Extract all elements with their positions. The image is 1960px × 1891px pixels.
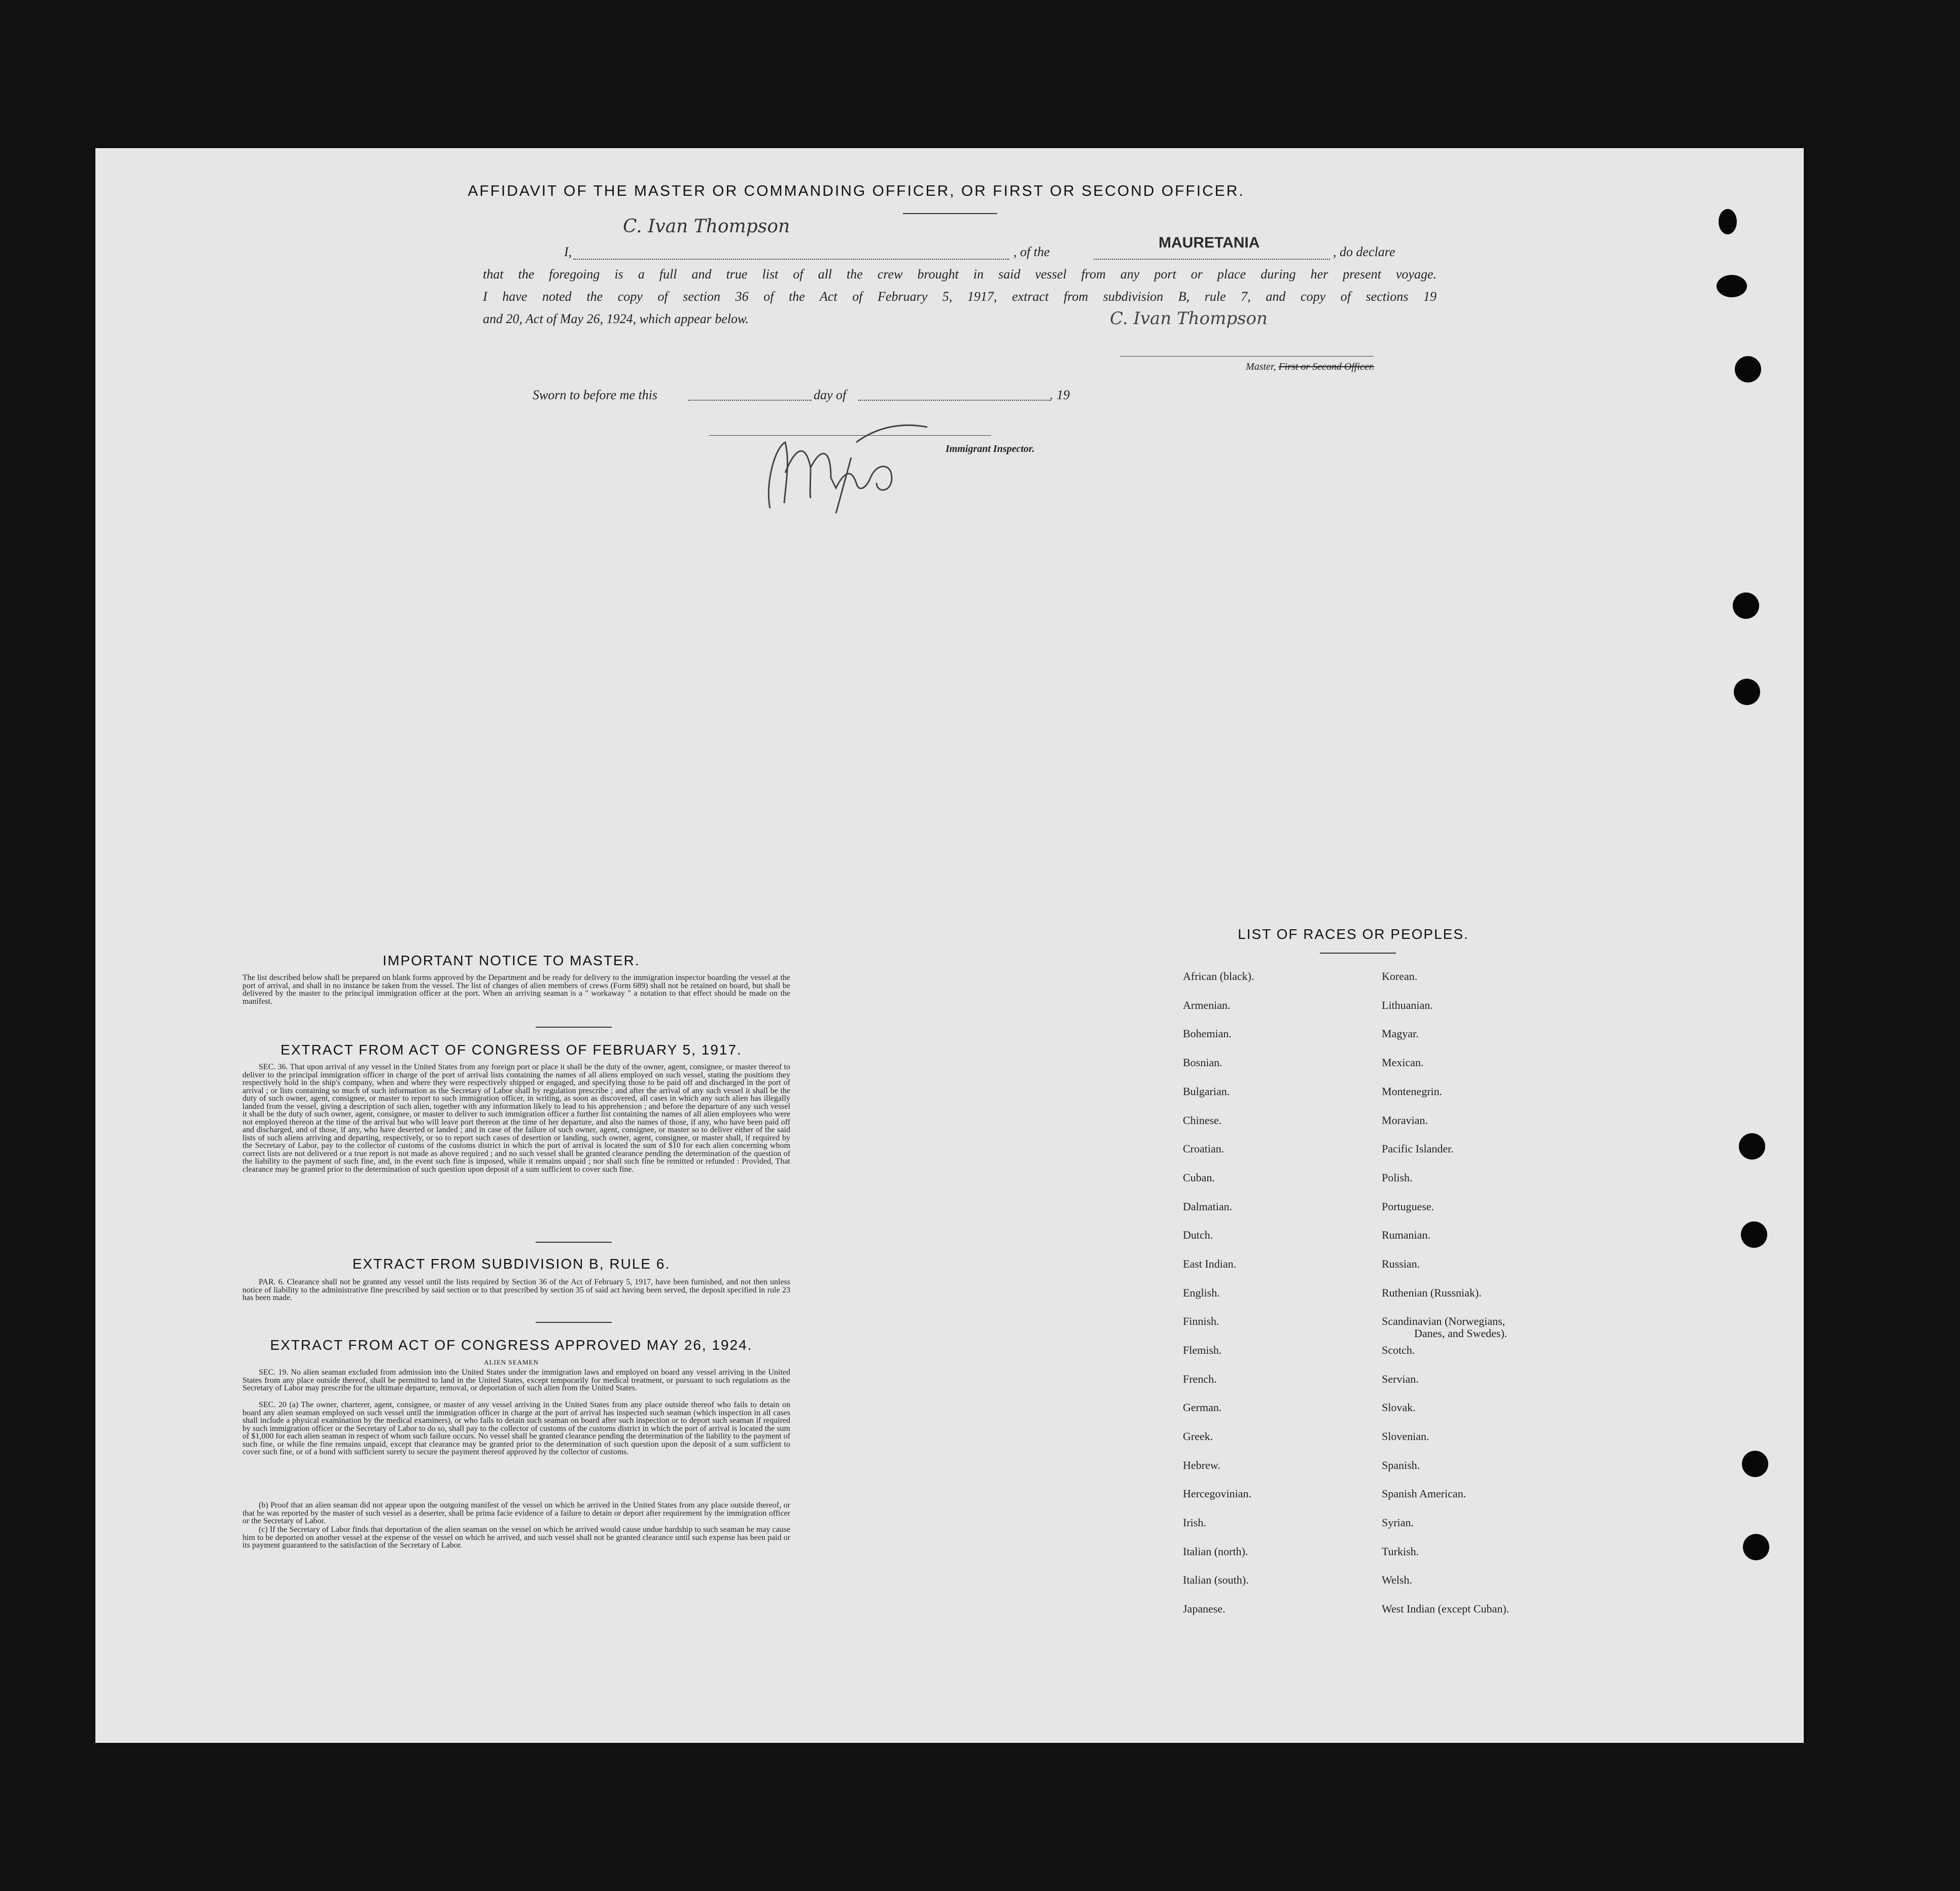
master-signature-line	[1120, 356, 1374, 357]
name-blank	[573, 259, 1009, 260]
master-signature: C. Ivan Thompson	[1110, 308, 1268, 329]
race-item: Portuguese.	[1382, 1200, 1434, 1213]
race-item: Spanish American.	[1382, 1487, 1466, 1500]
race-item: German.	[1183, 1401, 1222, 1414]
sworn-label: Sworn to before me this	[533, 388, 658, 402]
rule6-title: EXTRACT FROM SUBDIVISION B, RULE 6.	[352, 1256, 671, 1272]
master-title	[1246, 361, 1374, 373]
races-rule	[1320, 953, 1396, 954]
race-item: East Indian.	[1183, 1257, 1237, 1270]
extract-1917-body: SEC. 36. That upon arrival of any vessel in the United States from any foreign port or place it shall be the duty of the owner, agent, consignee, or master thereof to deliver to the principal immigration officer in charge of the port of arrival lists containing the names of all aliens employed on such vessel, stating the positions they respectively hold in the ship's company, when and where they were respectively shipped or engaged, and specifying those to be paid off and discharged in the port of arrival ; or lists containing so much of such information as the Secretary of Labor shall by regulation prescribe ; and after the arrival of any such vessel it shall be the duty of such owner, agent, consignee, or master to report to such immigration officer, in writing, as soon as discovered, all cases in which any such alien has illegally landed from the vessel, giving a description of such alien, together with any information likely to lead to his apprehension ; and before the departure of any such vessel it shall be the duty of such owner, agent, consignee, or master to deliver to such immigration officer a further list containing the names of all alien employees who were not employed thereon at the time of the arrival but who will leave port thereon at the time of her departure, and also the names of those, if any, who have been paid off and discharged, and of those, if any, who have deserted or landed ; and in case of the failure of such owner, agent, consignee, or master so to deliver either of the said lists of such aliens arriving and departing, respectively, or so to report such cases of desertion or landing, such owner, agent, consignee, or master shall, if required by the Secretary of Labor, pay to the collector of customs of the customs district in which the port of arrival is located the sum of $10 for each alien concerning whom correct lists are not delivered or a true report is not made as above required ; and no such vessel shall be granted clearance pending the determination of the question of the liability to the payment of such fine, and, in the event such fine is imposed, while it remains unpaid ; nor shall such fine be remitted or refunded : Provided, That clearance may be granted prior to the determination of such question upon deposit of a sum sufficient to cover such fine.	[242, 1063, 790, 1174]
race-item: African (black).	[1183, 970, 1254, 983]
sworn-day-blank	[688, 400, 812, 401]
i-label: I,	[564, 244, 572, 259]
race-item: Hebrew.	[1183, 1459, 1220, 1472]
sec20c-body: (c) If the Secretary of Labor finds that deportation of the alien seaman on the vessel on which he arrived would cause undue hardship to such seaman he may cause him to be deported on another vessel at the expense of the vessel on which he arrived, and such vessel shall not be granted clearance until such expense has been paid or its payment guaranteed to the satisfaction of the Secretary of Labor.	[242, 1525, 790, 1550]
race-item: Pacific Islander.	[1382, 1142, 1454, 1155]
race-item: Korean.	[1382, 970, 1418, 983]
punch-hole	[1741, 1221, 1767, 1248]
race-item: Welsh.	[1382, 1573, 1412, 1586]
race-item: Mexican.	[1382, 1056, 1424, 1069]
race-item: Dutch.	[1183, 1229, 1213, 1241]
punch-hole	[1734, 679, 1760, 705]
race-item: Flemish.	[1183, 1344, 1222, 1356]
race-item: Dalmatian.	[1183, 1200, 1233, 1213]
race-item: Spanish.	[1382, 1459, 1420, 1472]
race-item: Irish.	[1183, 1516, 1206, 1529]
race-item: Greek.	[1183, 1430, 1213, 1443]
race-item: Rumanian.	[1382, 1229, 1430, 1241]
race-item: Scandinavian (Norwegians,	[1382, 1315, 1506, 1327]
race-item: Japanese.	[1183, 1602, 1226, 1615]
sworn-month-blank	[858, 400, 1051, 401]
race-item: Chinese.	[1183, 1114, 1222, 1127]
sworn-day-label: day of	[814, 388, 847, 402]
races-title: LIST OF RACES OR PEOPLES.	[1238, 926, 1469, 942]
punch-hole	[1735, 356, 1761, 382]
race-item: Croatian.	[1183, 1142, 1224, 1155]
punch-hole	[1733, 592, 1759, 619]
punch-hole	[1739, 1133, 1765, 1160]
of-the-label: , of the	[1013, 244, 1050, 259]
sec20a-body: SEC. 20 (a) The owner, charterer, agent, consignee, or master of any vessel arriving in the United States from any place outside thereof who fails to detain on board any alien seaman employed on such vessel until the immigration officer in charge at the port of arrival has inspected such seaman (which inspection in all cases shall include a physical examination by the medical examiners), or who fails to detain such seaman on board after such inspection or to deport such seaman if required by such immigration officer or the Secretary of Labor to do so, shall pay to the collector of customs of the customs district in which the port of arrival is located the sum of $1,000 for each alien seaman in respect of whom such failure occurs. No vessel shall be granted clearance pending the determination of the liability to the payment of such fine, or while the fine remains unpaid, except that clearance may be granted prior to the determination of such question upon the deposit of a sum sufficient to cover such fine, or of a bond with sufficient surety to secure the payment thereof approved by the collector of customs.	[242, 1400, 790, 1456]
inspector-signature	[755, 407, 937, 513]
race-item: Scotch.	[1382, 1344, 1415, 1356]
title-rule	[903, 213, 997, 214]
extract-1924-title: EXTRACT FROM ACT OF CONGRESS APPROVED MAY 26, 1924.	[270, 1337, 753, 1353]
race-item: English.	[1183, 1286, 1220, 1299]
race-item: Bosnian.	[1183, 1056, 1222, 1069]
race-item: Armenian.	[1183, 999, 1231, 1011]
affidavit-body-line1: that the foregoing is a full and true list of all the crew brought in said vessel from any port or place during her present voyage.	[483, 267, 1437, 282]
punch-hole	[1742, 1451, 1768, 1477]
race-item: Polish.	[1382, 1171, 1413, 1184]
alien-seamen-subtitle: ALIEN SEAMEN	[484, 1358, 539, 1366]
race-item: Bohemian.	[1183, 1027, 1232, 1040]
race-item: West Indian (except Cuban).	[1382, 1602, 1510, 1615]
rule6-body: PAR. 6. Clearance shall not be granted any vessel until the lists required by Section 36 of the Act of February 5, 1917, have been furnished, and not then unless notice of liability to the administrative fine prescribed by said section or to that prescribed by section 35 of said act having been served, the deposit specified in rule 23 has been made.	[242, 1278, 790, 1302]
inspector-label: Immigrant Inspector.	[946, 443, 1035, 454]
vessel-blank	[1094, 259, 1330, 260]
notice-rule	[536, 1027, 612, 1028]
race-item: Russian.	[1382, 1257, 1420, 1270]
affidavit-body-line3: and 20, Act of May 26, 1924, which appear below.	[483, 311, 749, 326]
punch-hole	[1717, 275, 1747, 297]
extract-1917-rule	[536, 1242, 612, 1243]
struck-officer-label: First or Second Officer.	[1278, 361, 1375, 372]
master-label: Master,	[1246, 361, 1276, 372]
punch-hole	[1719, 209, 1737, 234]
race-item: French.	[1183, 1373, 1217, 1385]
race-item: Bulgarian.	[1183, 1085, 1230, 1098]
race-item: Moravian.	[1382, 1114, 1428, 1127]
signer-handwritten-name: C. Ivan Thompson	[623, 216, 790, 237]
race-item: Lithuanian.	[1382, 999, 1433, 1011]
do-declare-label: , do declare	[1333, 244, 1395, 259]
race-item: Slovenian.	[1382, 1430, 1429, 1443]
race-item-continuation: Danes, and Swedes).	[1414, 1327, 1508, 1340]
notice-title: IMPORTANT NOTICE TO MASTER.	[382, 953, 640, 968]
inspector-signature-line	[709, 435, 991, 436]
notice-body: The list described below shall be prepared on blank forms approved by the Department and be ready for delivery to the immigration inspector boarding the vessel at the port of arrival, and shall in no instance be taken from the vessel. The list of changes of alien members of crews (Form 689) shall not be retained on board, but shall be delivered by the master to the principal immigration officer at the port. When an arriving seaman is a " workaway " a notation to that effect should be made on the manifest.	[242, 973, 790, 1006]
race-item: Servian.	[1382, 1373, 1419, 1385]
vessel-name: MAURETANIA	[1159, 234, 1260, 251]
race-item: Magyar.	[1382, 1027, 1419, 1040]
extract-1917-title: EXTRACT FROM ACT OF CONGRESS OF FEBRUARY 5, 1917.	[281, 1042, 742, 1058]
rule6-rule	[536, 1322, 612, 1323]
affidavit-page	[95, 148, 1804, 1743]
sec19-body: SEC. 19. No alien seaman excluded from admission into the United States under the immigration laws and employed on board any vessel arriving in the United States from any place outside thereof, shall be permitted to land in the United States, except temporarily for medical treatment, or pursuant to such regulations as the Secretary of Labor may prescribe for the ultimate departure, removal, or deportation of such alien from the United States.	[242, 1368, 790, 1392]
sec20b-body: (b) Proof that an alien seaman did not appear upon the outgoing manifest of the vessel on which he arrived in the United States from any place outside thereof, or that he was reported by the master of such vessel as a deserter, shall be prima facie evidence of a failure to detain or deport after requirement by the immigration officer or the Secretary of Labor.	[242, 1501, 790, 1525]
race-item: Ruthenian (Russniak).	[1382, 1286, 1482, 1299]
race-item: Montenegrin.	[1382, 1085, 1443, 1098]
race-item: Finnish.	[1183, 1315, 1219, 1327]
punch-hole	[1743, 1534, 1769, 1560]
race-item: Turkish.	[1382, 1545, 1419, 1558]
race-item: Italian (south).	[1183, 1573, 1249, 1586]
race-item: Hercegovinian.	[1183, 1487, 1251, 1500]
race-item: Syrian.	[1382, 1516, 1414, 1529]
race-item: Cuban.	[1183, 1171, 1215, 1184]
sworn-year-label: . 19	[1050, 388, 1070, 402]
race-item: Slovak.	[1382, 1401, 1416, 1414]
affidavit-title: AFFIDAVIT OF THE MASTER OR COMMANDING OFFICER, OR FIRST OR SECOND OFFICER.	[468, 183, 1245, 199]
affidavit-body-line2: I have noted the copy of section 36 of the Act of February 5, 1917, extract from subdivision B, rule 7, and copy of sections 19	[483, 289, 1437, 304]
race-item: Italian (north).	[1183, 1545, 1248, 1558]
